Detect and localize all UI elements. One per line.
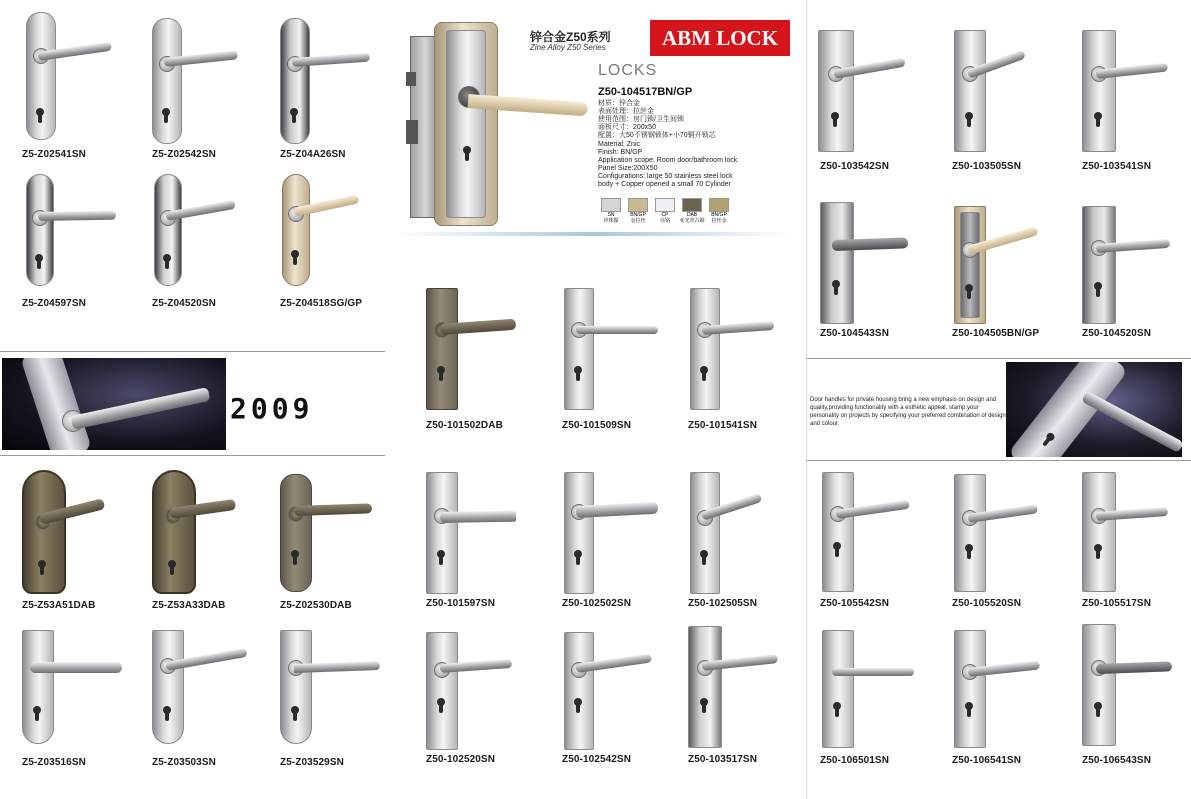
product-item — [1080, 470, 1190, 616]
handle-plate — [954, 630, 986, 748]
product-item — [682, 624, 802, 774]
product-item — [276, 170, 386, 310]
finish-swatch — [679, 198, 705, 224]
handle-plate — [426, 632, 458, 750]
finish-cn: 亚光青古铜 — [679, 218, 705, 224]
handle-keyhole — [291, 706, 299, 722]
product-code: Z50-103517SN — [688, 754, 758, 765]
series-en: Zine Alloy Z50 Series — [530, 43, 606, 52]
product-code: Z5-Z04597SN — [22, 298, 86, 309]
handle-plate — [1082, 30, 1116, 152]
product-item — [18, 470, 128, 616]
product-code: Z50-102520SN — [426, 754, 496, 765]
banner-year: 2009 — [230, 392, 314, 425]
product-code: Z50-103505SN — [952, 161, 1022, 172]
lock-latch — [406, 72, 416, 86]
handle-keyhole — [833, 542, 841, 558]
product-code: Z50-104505BN/GP — [952, 328, 1040, 339]
product-item — [556, 470, 676, 618]
brand-logo-text: ABM LOCK — [661, 26, 779, 50]
featured-model: Z50-104517BN/GP — [598, 86, 693, 98]
handle-plate — [822, 472, 854, 592]
handle-plate — [426, 472, 458, 594]
finish-swatch — [706, 198, 732, 224]
handle-keyhole — [965, 112, 973, 128]
banner-2009 — [0, 358, 385, 450]
product-code: Z5-Z03503SN — [152, 757, 216, 768]
handle-lever — [832, 668, 914, 676]
handle-plate — [152, 18, 182, 144]
series-cn: 锌合金Z50系列 — [530, 30, 611, 44]
promo-photo — [1006, 362, 1182, 457]
handle-keyhole — [162, 108, 170, 124]
handle-keyhole — [700, 366, 708, 382]
handle-lever — [576, 326, 658, 334]
finish-swatch — [598, 198, 624, 224]
handle-keyhole — [33, 706, 41, 722]
handle-keyhole — [290, 108, 298, 124]
finish-cn: 金拉丝 — [630, 218, 646, 224]
handle-keyhole — [291, 250, 299, 266]
finish-chip — [682, 198, 702, 212]
handle-lever — [1096, 661, 1172, 674]
spec-en-line: Finish: BN/GP — [598, 149, 643, 156]
handle-plate — [282, 174, 310, 286]
handle-keyhole — [574, 366, 582, 382]
handle-keyhole — [832, 280, 840, 296]
product-code: Z5-Z53A51DAB — [22, 600, 96, 611]
finish-chip — [655, 198, 675, 212]
product-code: Z5-Z02530DAB — [280, 600, 352, 611]
handle-plate — [1082, 624, 1116, 746]
product-item — [556, 628, 676, 774]
product-item — [148, 12, 258, 160]
product-item — [682, 286, 802, 436]
handle-keyhole — [36, 108, 44, 124]
product-code: Z50-102502SN — [562, 598, 632, 609]
handle-keyhole — [833, 702, 841, 718]
handle-lever — [38, 211, 116, 221]
product-item — [818, 30, 938, 176]
product-item — [276, 470, 386, 616]
product-item — [148, 626, 258, 774]
finish-swatches — [598, 198, 748, 228]
promo-panel — [806, 362, 1191, 457]
product-item — [18, 170, 128, 310]
handle-keyhole — [965, 544, 973, 560]
product-item — [18, 626, 128, 774]
finish-code: DAB — [686, 212, 698, 218]
handle-lever — [30, 662, 122, 673]
finish-code: BN/GP — [711, 212, 727, 218]
finish-code: CP — [661, 212, 669, 218]
product-item — [420, 470, 540, 618]
handle-keyhole — [1094, 544, 1102, 560]
spec-cn-line: 配置：大50不锈钢锁体+小70铜开锁芯 — [598, 132, 716, 139]
spec-en-line: body + Copper opened a small 70 Cylinder — [598, 181, 731, 188]
finish-swatch — [625, 198, 651, 224]
handle-keyhole — [291, 550, 299, 566]
handle-keyhole — [965, 702, 973, 718]
product-code: Z50-101502DAB — [426, 420, 503, 431]
spec-cn-list — [598, 100, 716, 140]
product-item — [950, 202, 1070, 346]
featured-underline — [395, 232, 792, 236]
product-code: Z5-Z02542SN — [152, 149, 216, 160]
handle-lever — [832, 237, 908, 251]
featured-panel — [398, 18, 794, 230]
spec-cn-line: 表面处理：拉丝金 — [598, 108, 654, 115]
product-code: Z50-102542SN — [562, 754, 632, 765]
handle-lever — [440, 511, 516, 523]
handle-plate — [22, 630, 54, 744]
product-item — [276, 12, 386, 160]
product-item — [1080, 202, 1190, 346]
spec-cn-line: 面板尺寸：200x50 — [598, 124, 656, 131]
product-code: Z50-102505SN — [688, 598, 758, 609]
handle-plate — [688, 626, 722, 748]
handle-plate — [954, 474, 986, 592]
divider-left-bottom — [0, 455, 385, 456]
product-item — [950, 30, 1070, 176]
handle-keyhole — [437, 698, 445, 714]
product-code: Z50-101509SN — [562, 420, 632, 431]
handle-plate — [280, 18, 310, 144]
product-code: Z5-Z53A33DAB — [152, 600, 226, 611]
product-code: Z50-101541SN — [688, 420, 758, 431]
handle-keyhole — [1094, 702, 1102, 718]
banner-lever — [71, 387, 211, 430]
product-code: Z50-106543SN — [1082, 755, 1152, 766]
handle-plate — [152, 630, 184, 744]
spec-cn-line: 使用范围：房门锁/卫生间锁 — [598, 116, 684, 123]
product-item — [682, 470, 802, 618]
product-item — [148, 170, 258, 310]
handle-plate-inner — [960, 212, 980, 318]
handle-keyhole — [965, 284, 973, 300]
product-code: Z50-103542SN — [820, 161, 890, 172]
product-item — [420, 628, 540, 774]
handle-keyhole — [574, 550, 582, 566]
handle-keyhole — [38, 560, 46, 576]
divider-right-top — [806, 358, 1191, 359]
handle-plate — [690, 288, 720, 410]
handle-plate — [820, 202, 854, 324]
finish-cn: 亮铬 — [659, 218, 670, 224]
product-item — [950, 470, 1070, 616]
product-item — [556, 286, 676, 436]
handle-keyhole — [700, 550, 708, 566]
spec-en-line: Application scope: Room door/bathroom lock — [598, 157, 738, 164]
handle-plate — [280, 474, 312, 592]
product-code: Z50-103541SN — [1082, 161, 1152, 172]
finish-code: BN/GP — [630, 212, 646, 218]
banner-plate — [20, 358, 92, 450]
spec-cn-line: 材质：锌合金 — [598, 100, 640, 107]
spec-en-line: Configurations: large 50 stainless steel lock — [598, 173, 733, 180]
handle-keyhole — [163, 706, 171, 722]
spec-en-list — [598, 141, 737, 189]
product-code: Z50-104520SN — [1082, 328, 1152, 339]
divider-left-top — [0, 351, 385, 352]
product-item — [148, 470, 258, 616]
banner-photo — [2, 358, 226, 450]
product-code: Z50-101597SN — [426, 598, 496, 609]
featured-plate-inner — [446, 30, 486, 218]
handle-plate — [426, 288, 458, 410]
finish-chip — [601, 198, 621, 212]
product-code: Z50-105542SN — [820, 598, 890, 609]
product-item — [818, 470, 938, 616]
finish-swatch — [652, 198, 678, 224]
finish-code: SN — [607, 212, 615, 218]
divider-right-bottom — [806, 460, 1191, 461]
product-code: Z5-Z03529SN — [280, 757, 344, 768]
finish-chip — [709, 198, 729, 212]
product-code: Z5-Z04A26SN — [280, 149, 346, 160]
handle-plate — [690, 472, 720, 594]
product-item — [276, 626, 386, 774]
handle-lever — [294, 661, 380, 673]
handle-keyhole — [1094, 112, 1102, 128]
handle-keyhole — [831, 112, 839, 128]
handle-plate — [564, 472, 594, 594]
product-item — [818, 626, 938, 774]
handle-keyhole — [163, 254, 171, 270]
handle-keyhole — [437, 366, 445, 382]
handle-plate — [564, 288, 594, 410]
finish-cn: 拉丝金 — [711, 218, 727, 224]
product-item — [1080, 622, 1190, 774]
product-code: Z5-Z02541SN — [22, 149, 86, 160]
product-item — [950, 626, 1070, 774]
product-code: Z50-106501SN — [820, 755, 890, 766]
product-code: Z50-105520SN — [952, 598, 1022, 609]
handle-keyhole — [437, 550, 445, 566]
handle-plate — [822, 630, 854, 748]
locks-title: LOCKS — [598, 62, 658, 79]
product-item — [18, 12, 128, 160]
featured-keyhole — [463, 146, 471, 162]
spec-en-line: Panel Size:200X50 — [598, 165, 658, 172]
promo-text: Door handles for private housing bring a new emphasis on design and quality,providing functionality with a esthetic appeal, stamp your personality on projects by specifying your preferred combination of design and colour. — [810, 397, 1006, 427]
product-item — [420, 286, 540, 436]
handle-lever — [294, 503, 372, 516]
finish-chip — [628, 198, 648, 212]
product-code: Z50-105517SN — [1082, 598, 1152, 609]
spec-en-line: Material: Znic — [598, 141, 641, 148]
promo-lever — [1081, 391, 1182, 453]
handle-keyhole — [1094, 282, 1102, 298]
product-item — [1080, 30, 1190, 176]
product-code: Z5-Z04518SG/GP — [280, 298, 362, 309]
product-code: Z5-Z04520SN — [152, 298, 216, 309]
product-code: Z5-Z03516SN — [22, 757, 86, 768]
lock-bolt — [406, 120, 418, 144]
handle-plate — [954, 30, 986, 152]
product-item — [818, 202, 938, 346]
handle-plate — [564, 632, 594, 750]
handle-plate — [818, 30, 854, 152]
finish-cn: 珍珠镍 — [603, 218, 619, 224]
product-code: Z50-106541SN — [952, 755, 1022, 766]
handle-plate — [1082, 472, 1116, 592]
handle-plate — [1082, 206, 1116, 324]
handle-keyhole — [574, 698, 582, 714]
handle-keyhole — [168, 560, 176, 576]
handle-plate — [280, 630, 312, 744]
brand-logo — [650, 20, 790, 56]
product-code: Z50-104543SN — [820, 328, 890, 339]
handle-keyhole — [700, 698, 708, 714]
handle-keyhole — [35, 254, 43, 270]
